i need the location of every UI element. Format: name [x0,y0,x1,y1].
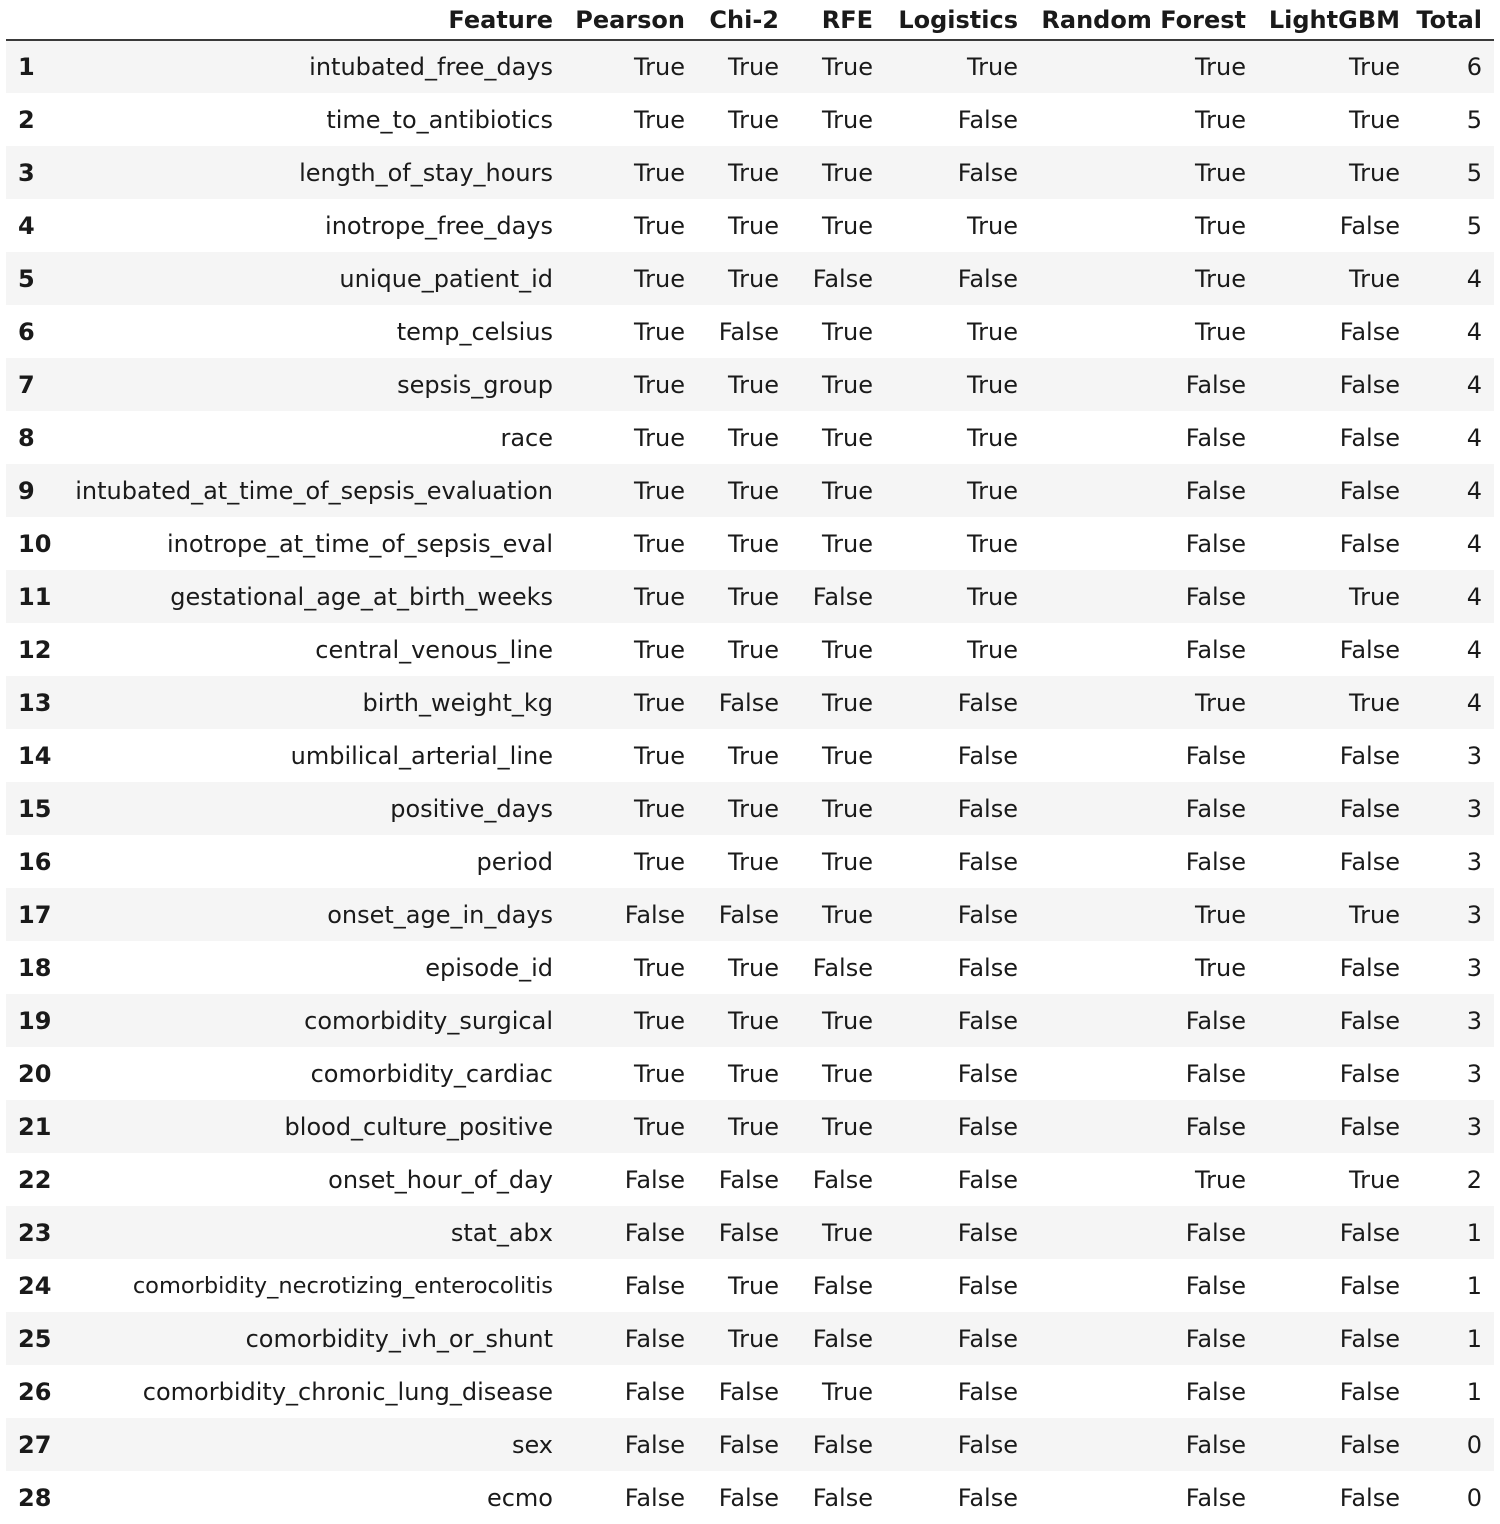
pearson-cell: True [565,676,697,729]
lightgbm-cell: False [1258,623,1412,676]
random-forest-cell: False [1030,1418,1258,1471]
row-index: 18 [6,941,68,994]
table-row [6,411,1494,464]
feature-cell: time_to_antibiotics [68,93,565,146]
total-cell: 4 [1412,358,1494,411]
rfe-cell: True [791,199,885,252]
total-cell: 5 [1412,93,1494,146]
rfe-cell: True [791,1206,885,1259]
random-forest-cell: False [1030,464,1258,517]
total-cell: 4 [1412,252,1494,305]
rfe-cell: True [791,146,885,199]
row-index: 12 [6,623,68,676]
chi2-cell: False [697,888,791,941]
table-row [6,623,1494,676]
rfe-cell: True [791,1100,885,1153]
random-forest-cell: False [1030,358,1258,411]
rfe-cell: True [791,93,885,146]
logistics-cell: False [885,1153,1030,1206]
table-row [6,1471,1494,1524]
feature-cell: length_of_stay_hours [68,146,565,199]
total-cell: 4 [1412,305,1494,358]
row-index: 9 [6,464,68,517]
table-row [6,1100,1494,1153]
chi2-cell: True [697,146,791,199]
random-forest-cell: True [1030,1153,1258,1206]
row-index: 7 [6,358,68,411]
lightgbm-cell: False [1258,358,1412,411]
row-index: 5 [6,252,68,305]
total-cell: 1 [1412,1259,1494,1312]
total-cell: 4 [1412,676,1494,729]
pearson-cell: True [565,252,697,305]
chi2-cell: True [697,570,791,623]
lightgbm-cell: False [1258,782,1412,835]
column-header-random-forest: Random Forest [1030,0,1258,40]
table-row [6,464,1494,517]
logistics-cell: True [885,40,1030,93]
feature-cell: sepsis_group [68,358,565,411]
chi2-cell: True [697,994,791,1047]
feature-cell: inotrope_free_days [68,199,565,252]
chi2-cell: True [697,517,791,570]
feature-cell: inotrope_at_time_of_sepsis_eval [68,517,565,570]
logistics-cell: False [885,93,1030,146]
rfe-cell: True [791,305,885,358]
pearson-cell: False [565,1471,697,1524]
chi2-cell: False [697,1418,791,1471]
row-index: 26 [6,1365,68,1418]
random-forest-cell: False [1030,1471,1258,1524]
pearson-cell: True [565,358,697,411]
lightgbm-cell: True [1258,146,1412,199]
random-forest-cell: True [1030,93,1258,146]
logistics-cell: False [885,676,1030,729]
total-cell: 2 [1412,1153,1494,1206]
chi2-cell: False [697,1365,791,1418]
row-index: 11 [6,570,68,623]
feature-cell: comorbidity_necrotizing_enterocolitis [68,1259,565,1312]
row-index: 3 [6,146,68,199]
random-forest-cell: False [1030,729,1258,782]
feature-cell: blood_culture_positive [68,1100,565,1153]
random-forest-cell: False [1030,623,1258,676]
lightgbm-cell: False [1258,1312,1412,1365]
feature-cell: gestational_age_at_birth_weeks [68,570,565,623]
feature-cell: unique_patient_id [68,252,565,305]
table-row [6,517,1494,570]
rfe-cell: True [791,994,885,1047]
random-forest-cell: False [1030,1259,1258,1312]
column-header-feature: Feature [68,0,565,40]
feature-cell: onset_age_in_days [68,888,565,941]
pearson-cell: True [565,93,697,146]
total-cell: 5 [1412,199,1494,252]
pearson-cell: True [565,464,697,517]
chi2-cell: True [697,40,791,93]
feature-cell: race [68,411,565,464]
row-index: 10 [6,517,68,570]
table-row [6,252,1494,305]
rfe-cell: True [791,676,885,729]
table-row [6,888,1494,941]
feature-cell: ecmo [68,1471,565,1524]
table-row [6,676,1494,729]
pearson-cell: False [565,1206,697,1259]
chi2-cell: True [697,1047,791,1100]
chi2-cell: True [697,411,791,464]
row-index: 4 [6,199,68,252]
logistics-cell: True [885,623,1030,676]
lightgbm-cell: False [1258,464,1412,517]
row-index: 19 [6,994,68,1047]
header-row [6,0,1494,40]
rfe-cell: True [791,1365,885,1418]
table-row [6,199,1494,252]
chi2-cell: True [697,729,791,782]
chi2-cell: False [697,1206,791,1259]
feature-cell: episode_id [68,941,565,994]
total-cell: 1 [1412,1312,1494,1365]
logistics-cell: False [885,1100,1030,1153]
rfe-cell: False [791,570,885,623]
pearson-cell: True [565,40,697,93]
random-forest-cell: False [1030,1365,1258,1418]
pearson-cell: False [565,1259,697,1312]
table-row [6,40,1494,93]
pearson-cell: True [565,729,697,782]
logistics-cell: True [885,464,1030,517]
feature-selection-table [6,0,1494,1524]
rfe-cell: True [791,835,885,888]
total-cell: 3 [1412,994,1494,1047]
table-row [6,1153,1494,1206]
total-cell: 1 [1412,1206,1494,1259]
random-forest-cell: False [1030,1312,1258,1365]
feature-cell: birth_weight_kg [68,676,565,729]
pearson-cell: True [565,411,697,464]
pearson-cell: True [565,199,697,252]
lightgbm-cell: False [1258,835,1412,888]
pearson-cell: False [565,1365,697,1418]
random-forest-cell: False [1030,1047,1258,1100]
feature-cell: intubated_at_time_of_sepsis_evaluation [68,464,565,517]
lightgbm-cell: False [1258,1100,1412,1153]
logistics-cell: False [885,1047,1030,1100]
lightgbm-cell: False [1258,411,1412,464]
random-forest-cell: True [1030,146,1258,199]
pearson-cell: True [565,517,697,570]
rfe-cell: True [791,782,885,835]
pearson-cell: True [565,941,697,994]
rfe-cell: False [791,252,885,305]
total-cell: 3 [1412,941,1494,994]
pearson-cell: True [565,782,697,835]
random-forest-cell: True [1030,252,1258,305]
chi2-cell: False [697,1471,791,1524]
total-cell: 0 [1412,1418,1494,1471]
lightgbm-cell: True [1258,1153,1412,1206]
total-cell: 4 [1412,570,1494,623]
column-header-lightgbm: LightGBM [1258,0,1412,40]
feature-cell: intubated_free_days [68,40,565,93]
lightgbm-cell: False [1258,199,1412,252]
lightgbm-cell: False [1258,517,1412,570]
row-index: 23 [6,1206,68,1259]
pearson-cell: True [565,305,697,358]
column-header-pearson: Pearson [565,0,697,40]
chi2-cell: False [697,676,791,729]
rfe-cell: True [791,729,885,782]
chi2-cell: True [697,623,791,676]
feature-cell: comorbidity_surgical [68,994,565,1047]
lightgbm-cell: False [1258,1418,1412,1471]
table-row [6,1206,1494,1259]
random-forest-cell: False [1030,782,1258,835]
feature-cell: comorbidity_cardiac [68,1047,565,1100]
total-cell: 0 [1412,1471,1494,1524]
logistics-cell: True [885,358,1030,411]
table-row [6,1047,1494,1100]
total-cell: 3 [1412,888,1494,941]
lightgbm-cell: False [1258,1259,1412,1312]
row-index: 1 [6,40,68,93]
column-header-index [6,0,68,40]
lightgbm-cell: True [1258,93,1412,146]
rfe-cell: True [791,623,885,676]
random-forest-cell: True [1030,305,1258,358]
row-index: 25 [6,1312,68,1365]
table-row [6,358,1494,411]
row-index: 2 [6,93,68,146]
lightgbm-cell: True [1258,40,1412,93]
feature-cell: comorbidity_chronic_lung_disease [68,1365,565,1418]
column-header-logistics: Logistics [885,0,1030,40]
chi2-cell: True [697,782,791,835]
random-forest-cell: True [1030,199,1258,252]
table-row [6,93,1494,146]
logistics-cell: False [885,1471,1030,1524]
pearson-cell: True [565,623,697,676]
rfe-cell: False [791,1259,885,1312]
random-forest-cell: True [1030,676,1258,729]
logistics-cell: True [885,411,1030,464]
rfe-cell: False [791,941,885,994]
table-row [6,941,1494,994]
logistics-cell: False [885,941,1030,994]
random-forest-cell: False [1030,570,1258,623]
total-cell: 4 [1412,411,1494,464]
table-row [6,782,1494,835]
pearson-cell: False [565,1418,697,1471]
random-forest-cell: False [1030,411,1258,464]
row-index: 24 [6,1259,68,1312]
random-forest-cell: True [1030,40,1258,93]
logistics-cell: False [885,1365,1030,1418]
total-cell: 3 [1412,729,1494,782]
feature-cell: onset_hour_of_day [68,1153,565,1206]
rfe-cell: False [791,1418,885,1471]
random-forest-cell: False [1030,1206,1258,1259]
total-cell: 4 [1412,623,1494,676]
feature-cell: stat_abx [68,1206,565,1259]
total-cell: 3 [1412,1100,1494,1153]
row-index: 20 [6,1047,68,1100]
rfe-cell: True [791,411,885,464]
rfe-cell: True [791,358,885,411]
feature-cell: positive_days [68,782,565,835]
table-row [6,1418,1494,1471]
feature-cell: central_venous_line [68,623,565,676]
logistics-cell: True [885,517,1030,570]
rfe-cell: True [791,1047,885,1100]
lightgbm-cell: True [1258,252,1412,305]
feature-cell: comorbidity_ivh_or_shunt [68,1312,565,1365]
row-index: 14 [6,729,68,782]
table-row [6,1365,1494,1418]
chi2-cell: True [697,1259,791,1312]
table-row [6,570,1494,623]
column-header-chi2: Chi-2 [697,0,791,40]
pearson-cell: True [565,835,697,888]
logistics-cell: False [885,888,1030,941]
pearson-cell: True [565,1100,697,1153]
random-forest-cell: True [1030,941,1258,994]
chi2-cell: False [697,305,791,358]
rfe-cell: False [791,1471,885,1524]
lightgbm-cell: False [1258,994,1412,1047]
lightgbm-cell: False [1258,941,1412,994]
logistics-cell: True [885,305,1030,358]
total-cell: 3 [1412,782,1494,835]
table-row [6,146,1494,199]
logistics-cell: False [885,835,1030,888]
table-row [6,1312,1494,1365]
table-row [6,835,1494,888]
pearson-cell: True [565,1047,697,1100]
logistics-cell: False [885,1206,1030,1259]
pearson-cell: True [565,994,697,1047]
lightgbm-cell: False [1258,1206,1412,1259]
random-forest-cell: False [1030,994,1258,1047]
total-cell: 4 [1412,464,1494,517]
pearson-cell: False [565,1153,697,1206]
feature-cell: temp_celsius [68,305,565,358]
row-index: 28 [6,1471,68,1524]
table-row [6,994,1494,1047]
logistics-cell: False [885,729,1030,782]
logistics-cell: False [885,782,1030,835]
chi2-cell: True [697,464,791,517]
total-cell: 1 [1412,1365,1494,1418]
row-index: 8 [6,411,68,464]
total-cell: 3 [1412,1047,1494,1100]
feature-cell: sex [68,1418,565,1471]
total-cell: 5 [1412,146,1494,199]
total-cell: 4 [1412,517,1494,570]
random-forest-cell: False [1030,1100,1258,1153]
lightgbm-cell: False [1258,1047,1412,1100]
rfe-cell: True [791,464,885,517]
chi2-cell: True [697,93,791,146]
row-index: 16 [6,835,68,888]
random-forest-cell: True [1030,888,1258,941]
logistics-cell: True [885,199,1030,252]
row-index: 22 [6,1153,68,1206]
lightgbm-cell: True [1258,676,1412,729]
pearson-cell: False [565,888,697,941]
chi2-cell: True [697,252,791,305]
row-index: 13 [6,676,68,729]
row-index: 21 [6,1100,68,1153]
chi2-cell: True [697,941,791,994]
chi2-cell: True [697,835,791,888]
random-forest-cell: False [1030,835,1258,888]
pearson-cell: False [565,1312,697,1365]
rfe-cell: False [791,1153,885,1206]
logistics-cell: False [885,1312,1030,1365]
chi2-cell: True [697,1100,791,1153]
lightgbm-cell: True [1258,570,1412,623]
logistics-cell: True [885,570,1030,623]
random-forest-cell: False [1030,517,1258,570]
pearson-cell: True [565,570,697,623]
total-cell: 3 [1412,835,1494,888]
lightgbm-cell: False [1258,729,1412,782]
row-index: 27 [6,1418,68,1471]
rfe-cell: True [791,517,885,570]
row-index: 17 [6,888,68,941]
table-row [6,1259,1494,1312]
table-body [6,40,1494,1524]
lightgbm-cell: True [1258,888,1412,941]
chi2-cell: False [697,1153,791,1206]
logistics-cell: False [885,1418,1030,1471]
feature-cell: umbilical_arterial_line [68,729,565,782]
column-header-rfe: RFE [791,0,885,40]
lightgbm-cell: False [1258,305,1412,358]
table-row [6,729,1494,782]
chi2-cell: True [697,358,791,411]
row-index: 6 [6,305,68,358]
feature-cell: period [68,835,565,888]
rfe-cell: False [791,1312,885,1365]
rfe-cell: True [791,40,885,93]
pearson-cell: True [565,146,697,199]
lightgbm-cell: False [1258,1365,1412,1418]
total-cell: 6 [1412,40,1494,93]
logistics-cell: False [885,252,1030,305]
logistics-cell: False [885,994,1030,1047]
column-header-total: Total [1412,0,1494,40]
table-row [6,305,1494,358]
row-index: 15 [6,782,68,835]
chi2-cell: True [697,199,791,252]
logistics-cell: False [885,146,1030,199]
rfe-cell: True [791,888,885,941]
logistics-cell: False [885,1259,1030,1312]
lightgbm-cell: False [1258,1471,1412,1524]
chi2-cell: True [697,1312,791,1365]
